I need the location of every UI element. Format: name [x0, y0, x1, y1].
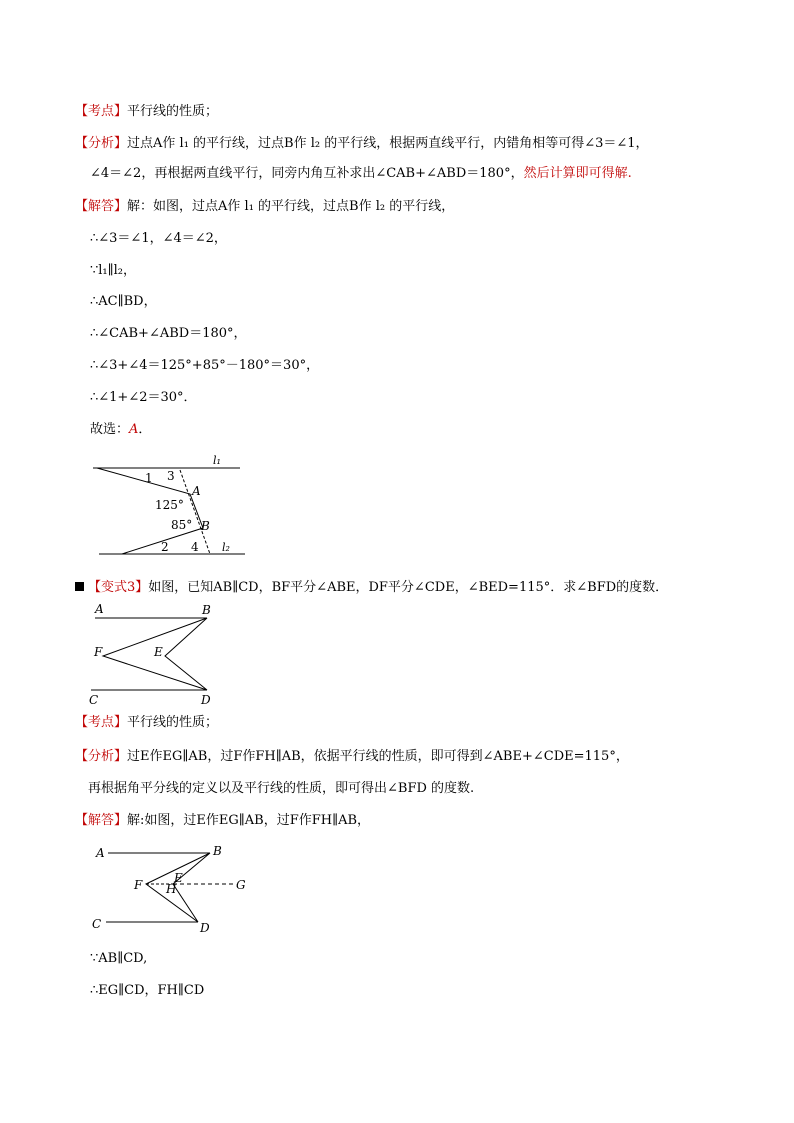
label-A: A: [192, 484, 201, 498]
fenxi-text-2-red: 然后计算即可得解.: [523, 166, 632, 181]
fenxi-tag: 【分析】: [75, 136, 128, 151]
label-85: 85°: [171, 518, 193, 532]
label-3: 3: [167, 469, 175, 483]
kaodian-text: 平行线的性质；: [127, 104, 219, 119]
fenxi2-line-2: 再根据角平分线的定义以及平行线的性质，即可得出∠BFD 的度数.: [88, 781, 475, 796]
answer-line: [90, 421, 151, 439]
variant-title-text: 如图，已知AB∥CD，BF平分∠ABE，DF平分∠CDE，∠BED=115°．求∠BFD的度数．: [148, 580, 669, 595]
variant-tag: 【变式3】: [88, 580, 149, 595]
label-B: B: [202, 603, 211, 617]
quad-BFDE: [146, 853, 210, 922]
fenxi2-line-1: [75, 748, 629, 766]
label-125: 125°: [155, 498, 184, 512]
label-G: G: [236, 878, 246, 892]
label-D: D: [200, 921, 210, 935]
jieda-step: ∴∠3+∠4＝125°+85°－180°＝30°，: [90, 358, 320, 373]
jieda-intro: 解：如图，过点A作 l₁ 的平行线，过点B作 l₂ 的平行线，: [127, 199, 455, 214]
kaodian-line-2: [75, 714, 218, 732]
figure-bisector-aux: [88, 838, 263, 938]
jieda-step: ∴AC∥BD，: [90, 294, 157, 309]
kaodian-text-2: 平行线的性质；: [127, 715, 219, 730]
label-A: A: [95, 602, 104, 616]
jieda-tag-2: 【解答】: [75, 813, 128, 828]
label-C: C: [92, 917, 102, 931]
kaodian-tag: 【考点】: [75, 104, 128, 119]
jieda-line-1: [75, 198, 454, 216]
variant-title-line: [75, 579, 668, 597]
label-E: E: [154, 645, 163, 659]
label-l1: l₁: [213, 454, 221, 467]
fenxi-line-1: [75, 135, 649, 153]
label-l2: l₂: [222, 541, 230, 554]
label-1: 1: [145, 471, 153, 485]
jieda-tag: 【解答】: [75, 199, 128, 214]
answer-prefix: 故选：: [90, 422, 130, 437]
jieda-step: ∴∠1+∠2＝30°．: [90, 390, 197, 405]
label-F: F: [94, 645, 103, 659]
label-2: 2: [161, 540, 169, 554]
label-4: 4: [191, 540, 199, 554]
jieda2-step: ∵AB∥CD,: [90, 951, 148, 966]
jieda-step: ∴∠3＝∠1，∠4＝∠2，: [90, 231, 227, 246]
answer-value: A: [129, 422, 139, 437]
kaodian-tag-2: 【考点】: [75, 715, 128, 730]
label-B: B: [201, 519, 210, 533]
label-B: B: [213, 844, 222, 858]
jieda2-step: ∴EG∥CD，FH∥CD: [90, 983, 205, 998]
label-A: A: [96, 846, 105, 860]
figure-bisector: [85, 600, 225, 708]
label-D: D: [201, 693, 211, 707]
fenxi-tag-2: 【分析】: [75, 749, 128, 764]
fenxi2-text-1: 过E作EG∥AB，过F作FH∥AB，依据平行线的性质，即可得到∠ABE+∠CDE=115°，: [127, 749, 629, 764]
label-C: C: [89, 693, 99, 707]
figure-parallel-lines-1: [85, 450, 255, 565]
jieda2-line-1: [75, 812, 370, 830]
fenxi-text-1: 过点A作 l₁ 的平行线，过点B作 l₂ 的平行线，根据两直线平行，内错角相等可得∠3＝∠1，: [127, 136, 649, 151]
fenxi-line-2: [90, 165, 632, 183]
jieda-step: ∴∠CAB+∠ABD＝180°，: [90, 326, 247, 341]
label-H: H: [166, 882, 177, 896]
answer-suffix: ．: [138, 422, 152, 437]
jieda2-intro: 解:如图，过E作EG∥AB，过F作FH∥AB，: [127, 813, 371, 828]
kaodian-line-1: [75, 103, 218, 121]
jieda-step: ∵l₁∥l₂，: [90, 263, 137, 278]
label-E: E: [174, 871, 183, 885]
fenxi-text-2: ∠4＝∠2，再根据两直线平行，同旁内角互补求出∠CAB+∠ABD＝180°，: [90, 166, 524, 181]
square-bullet-icon: [75, 582, 84, 591]
label-F: F: [134, 878, 143, 892]
